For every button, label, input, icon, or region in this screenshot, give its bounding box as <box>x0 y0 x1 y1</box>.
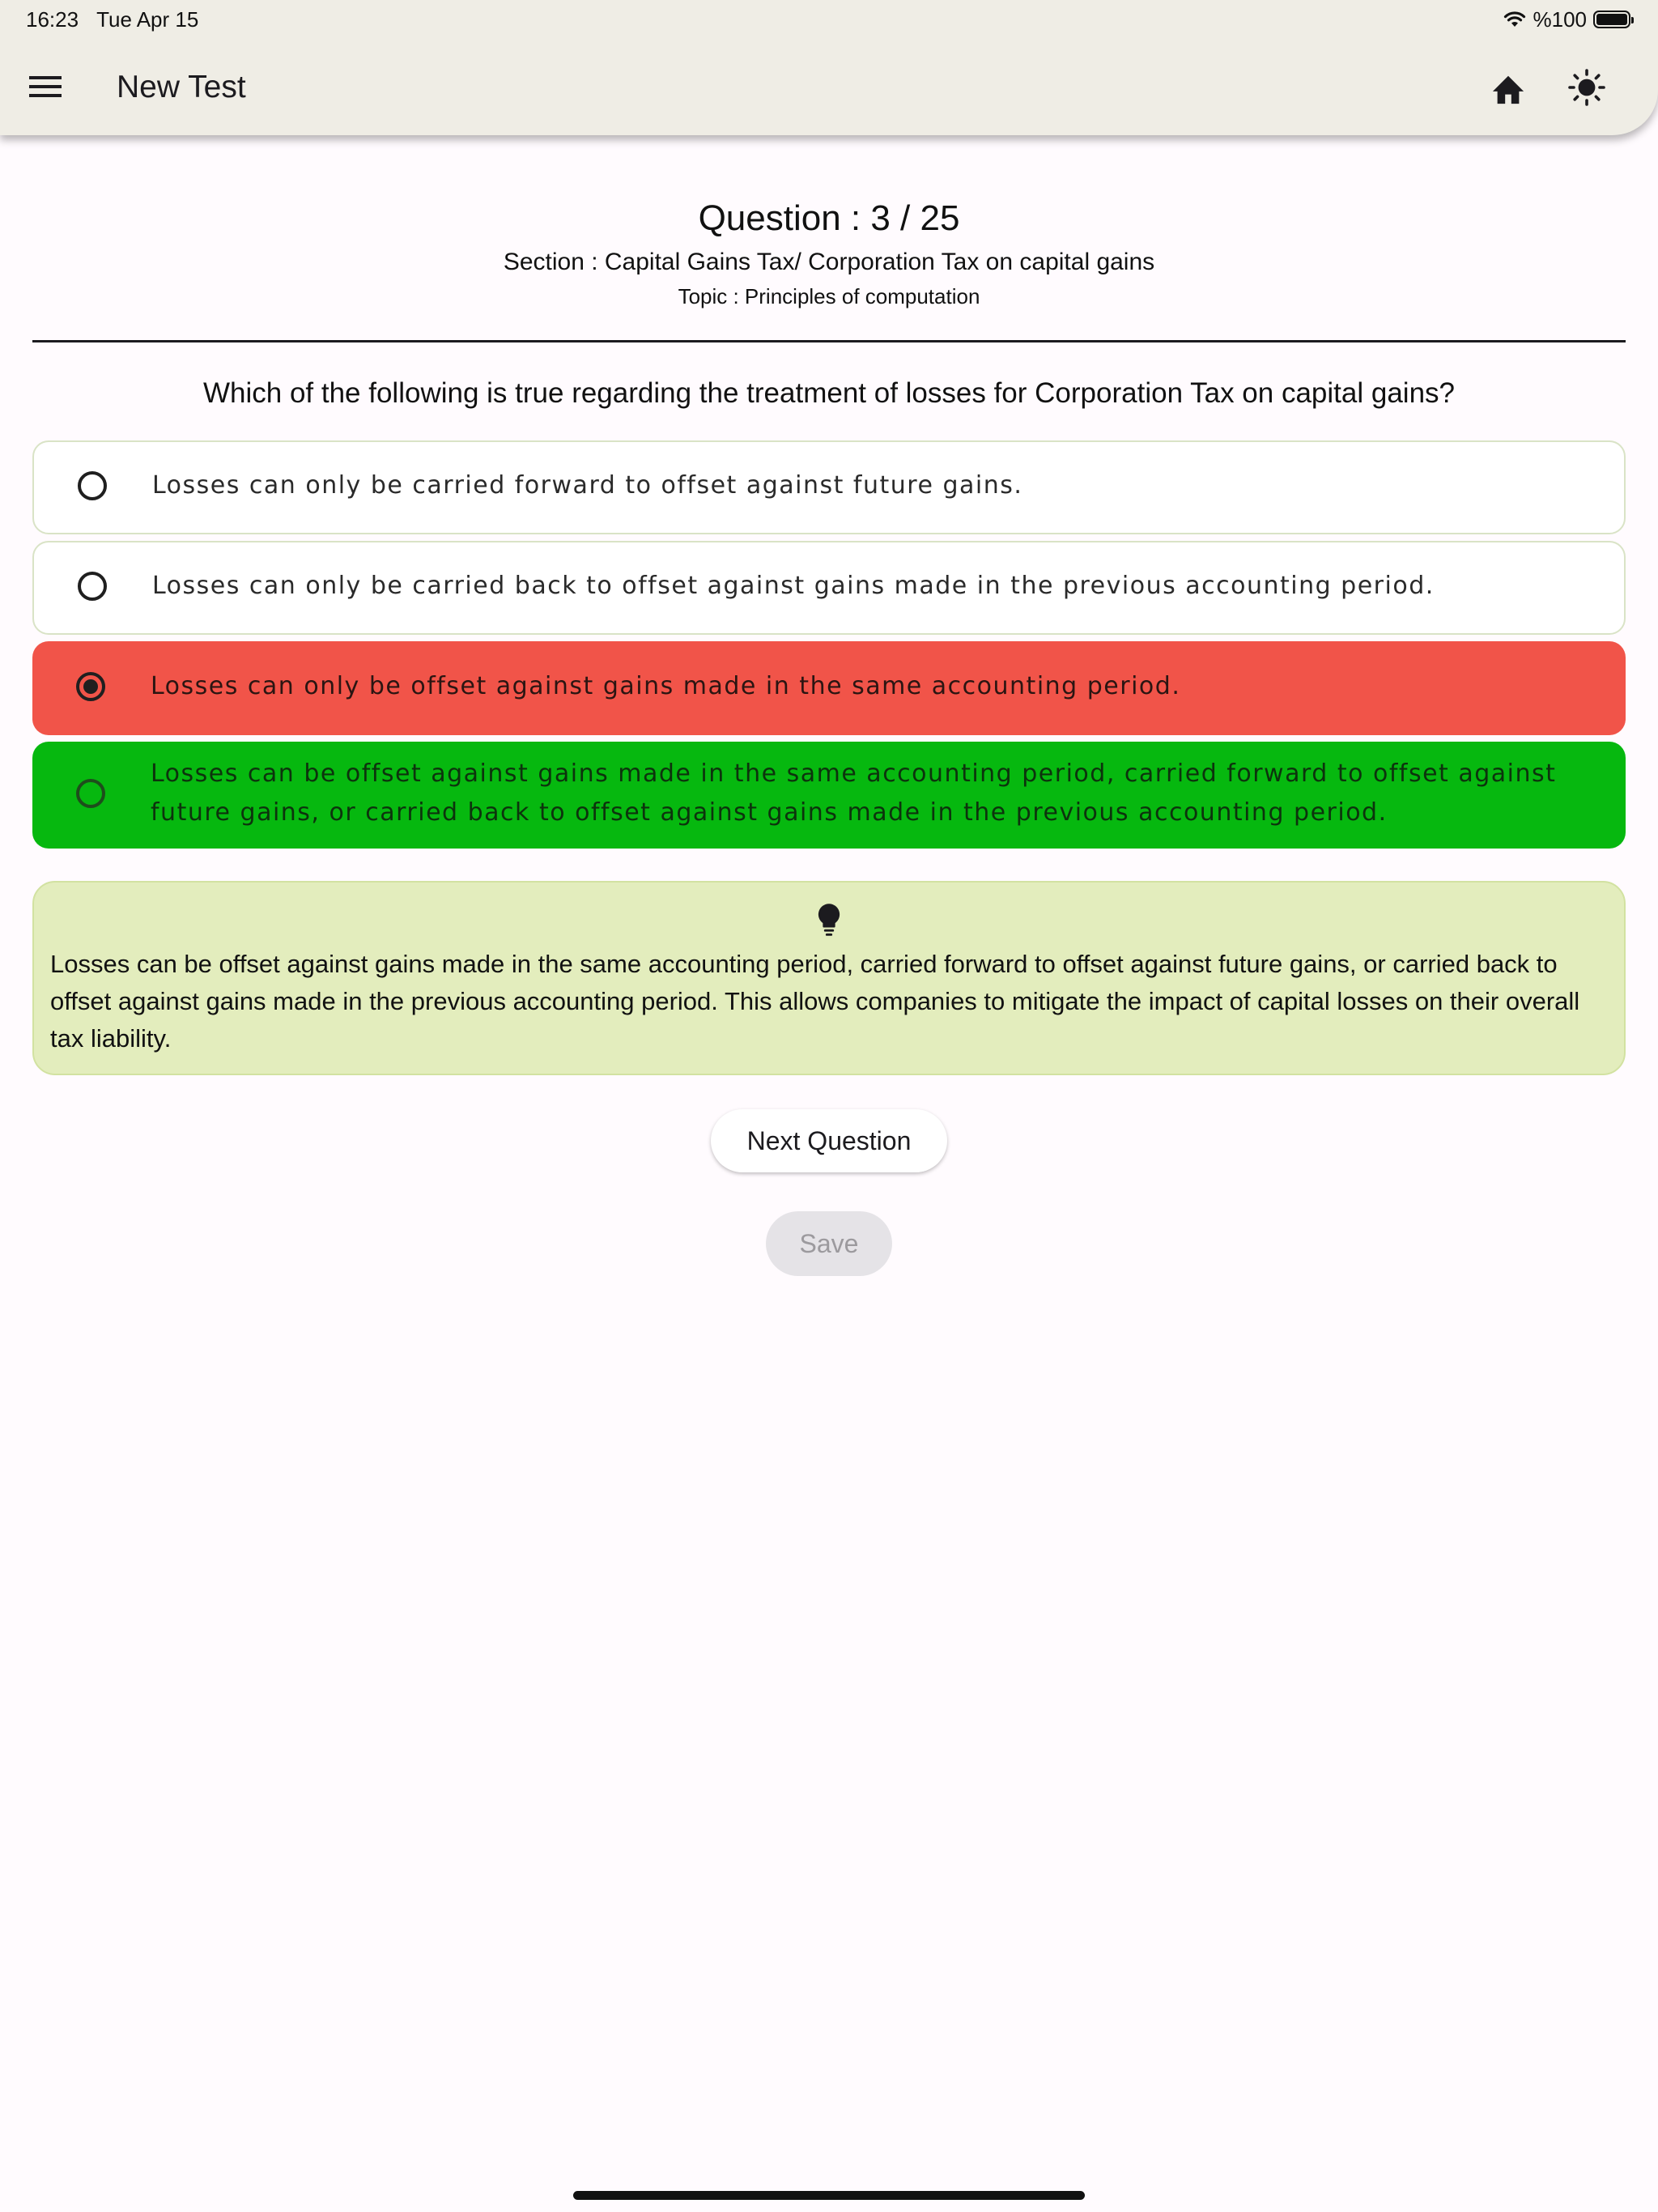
radio-button-icon[interactable] <box>78 572 107 601</box>
status-date: Tue Apr 15 <box>96 7 199 32</box>
question-section: Section : Capital Gains Tax/ Corporation Tax on capital gains <box>503 249 1155 275</box>
status-time: 16:23 <box>26 7 79 32</box>
lightbulb-icon <box>814 902 844 938</box>
battery-icon <box>1593 11 1630 28</box>
app-title: New Test <box>117 70 246 104</box>
answer-option-4-correct[interactable] <box>32 742 1626 849</box>
home-indicator[interactable] <box>573 2191 1085 2200</box>
radio-button-checked-icon[interactable] <box>76 672 105 701</box>
radio-button-icon[interactable] <box>78 471 107 500</box>
menu-icon[interactable] <box>29 76 62 100</box>
top-bar <box>0 0 1658 135</box>
question-topic: Topic : Principles of computation <box>678 284 980 308</box>
explanation-text: Losses can be offset against gains made in the same accounting period, carried forward to offset against future gains, or carried back to offset against gains made in the previous accounting period. This allows companies to mitigate the impact of capital losses on their overall tax liability. <box>50 950 1580 1053</box>
answer-option-3-selected-wrong[interactable] <box>32 641 1626 735</box>
battery-percentage: %100 <box>1533 6 1587 32</box>
home-icon[interactable] <box>1490 71 1527 105</box>
status-bar-time <box>26 6 198 32</box>
explanation-card <box>32 881 1626 1075</box>
question-counter: Question : 3 / 25 <box>698 198 960 238</box>
brightness-icon[interactable] <box>1567 68 1606 107</box>
header-divider <box>32 340 1626 342</box>
answer-option-1[interactable] <box>32 440 1626 534</box>
answer-option-label: Losses can only be offset against gains made in the same accounting period. <box>151 672 1181 700</box>
next-question-button[interactable]: Next Question <box>711 1109 947 1172</box>
radio-button-icon[interactable] <box>76 779 105 808</box>
answer-option-2[interactable] <box>32 541 1626 635</box>
answer-option-label: Losses can only be carried back to offset against gains made in the previous accounting period. <box>152 572 1435 600</box>
answer-option-label: Losses can only be carried forward to offset against future gains. <box>152 471 1023 500</box>
question-header <box>0 194 1658 311</box>
status-bar-indicators <box>1503 6 1631 32</box>
answer-option-label: Losses can be offset against gains made in the same accounting period, carried forward to offset against future gains, or carried back to offset against gains made in the previous accounting period. <box>151 759 1557 827</box>
save-button[interactable]: Save <box>766 1211 892 1276</box>
question-text: Which of the following is true regarding the treatment of losses for Corporation Tax on capital gains? <box>202 377 1455 409</box>
wifi-icon <box>1503 10 1527 29</box>
